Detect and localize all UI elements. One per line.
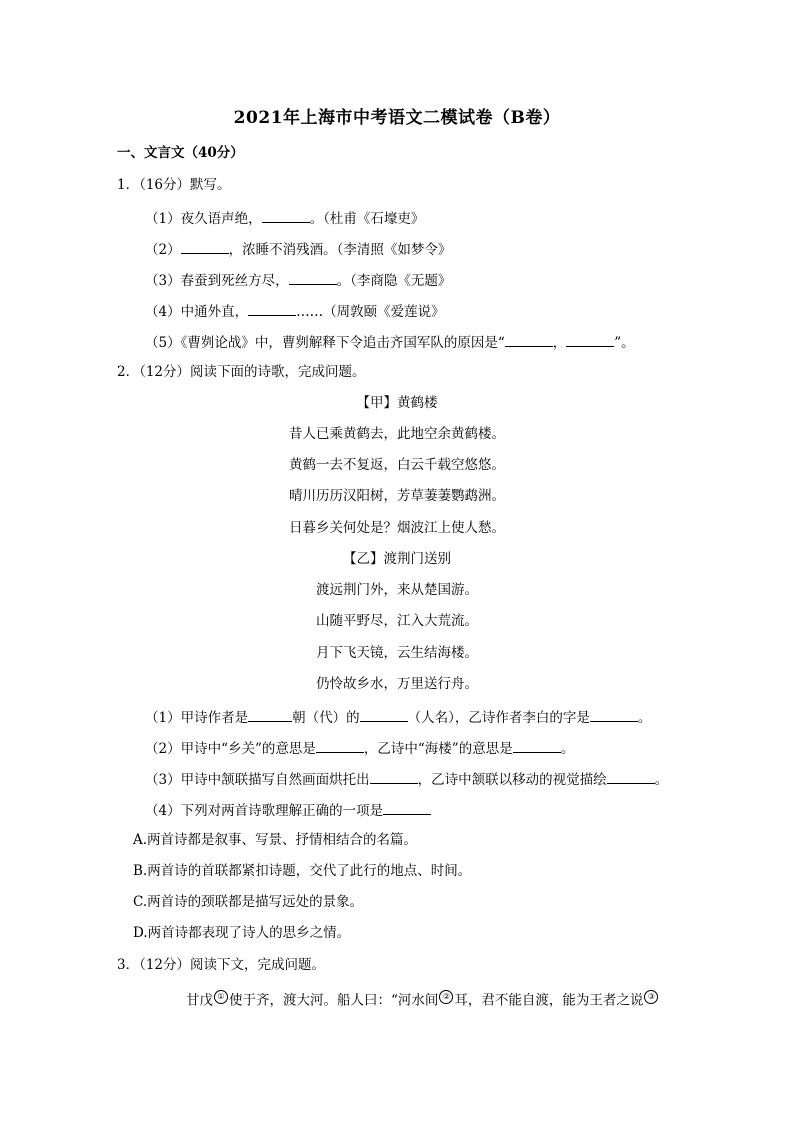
answer-blank (566, 334, 614, 347)
answer-blank (513, 740, 561, 753)
q1-item-4: （4）中通外直， ……（周敦颐《爱莲说》 (145, 304, 445, 320)
answer-blank (248, 303, 296, 316)
q1-item-1: （1）夜久语声绝， 。（杜甫《石壕吏》 (145, 211, 425, 227)
option-c: C.两首诗的颈联都是描写远处的景象。 (133, 894, 364, 910)
poem-1-title: 【甲】黄鹤楼 (356, 395, 438, 411)
poem-2-line: 山随平野尽，江入大荒流。 (316, 613, 478, 629)
poem-1-line: 黄鹤一去不复返，白云千载空悠悠。 (289, 457, 505, 473)
q2-sub-1: （1）甲诗作者是 朝（代）的 （人名），乙诗作者李白的字是 。 (145, 710, 652, 726)
option-b: B.两首诗的首联都紧扣诗题，交代了此行的地点、时间。 (133, 863, 472, 879)
poem-2-line: 仍怜故乡水，万里送行舟。 (316, 676, 478, 692)
answer-blank (383, 802, 431, 815)
answer-blank (181, 241, 229, 254)
q2-sub-3: （3）甲诗中颔联描写自然画面烘托出 ，乙诗中颔联以移动的视觉描绘 。 (145, 772, 669, 788)
option-d: D.两首诗都表现了诗人的思乡之情。 (133, 925, 351, 941)
answer-blank (262, 210, 310, 223)
poem-1-line: 晴川历历汉阳树，芳草萋萋鹦鹉洲。 (289, 488, 505, 504)
answer-blank (360, 709, 408, 722)
question-2-heading: 2．（12分）阅读下面的诗歌，完成问题。 (117, 364, 366, 380)
answer-blank (316, 740, 364, 753)
q1-item-2: （2） ，浓睡不消残酒。（李清照《如梦令》 (145, 242, 452, 258)
poem-1-line: 日暮乡关何处是？烟波江上使人愁。 (289, 520, 505, 536)
answer-blank (607, 771, 655, 784)
q2-sub-2: （2）甲诗中“乡关”的意思是 ，乙诗中“海楼”的意思是 。 (145, 741, 575, 757)
answer-blank (370, 771, 418, 784)
page-title: 2021年上海市中考语文二模试卷（B卷） (233, 108, 561, 128)
answer-blank (505, 334, 553, 347)
q2-sub-4: （4）下列对两首诗歌理解正确的一项是 (145, 802, 431, 819)
question-1-heading: 1．（16分）默写。 (117, 177, 231, 193)
poem-2-line: 渡远荆门外，来从楚国游。 (316, 582, 478, 598)
section-heading: 一、文言文（40分） (117, 145, 244, 161)
option-a: A.两首诗都是叙事、写景、抒情相结合的名篇。 (133, 832, 418, 848)
footnote-marker: ② (439, 990, 453, 1004)
poem-2-title: 【乙】渡荆门送别 (343, 551, 451, 567)
passage-line: 甘戊 ① 使于齐，渡大河。船人曰：“河水间 ② 耳，君不能自渡，能为王者之说 ③ (186, 990, 659, 1008)
footnote-marker: ① (214, 990, 228, 1004)
poem-1-line: 昔人已乘黄鹤去，此地空余黄鹤楼。 (289, 426, 505, 442)
answer-blank (248, 709, 292, 722)
q1-item-5: （5）《曹刿论战》中，曹刿解释下令追击齐国军队的原因是“ ， ”。 (145, 335, 635, 351)
q1-item-3: （3）春蚕到死丝方尽， 。（李商隐《无题》 (145, 273, 452, 289)
answer-blank (289, 272, 337, 285)
poem-2-line: 月下飞天镜，云生结海楼。 (316, 645, 478, 661)
answer-blank (590, 709, 638, 722)
footnote-marker: ③ (644, 990, 658, 1004)
question-3-heading: 3．（12分）阅读下文，完成问题。 (117, 957, 326, 973)
